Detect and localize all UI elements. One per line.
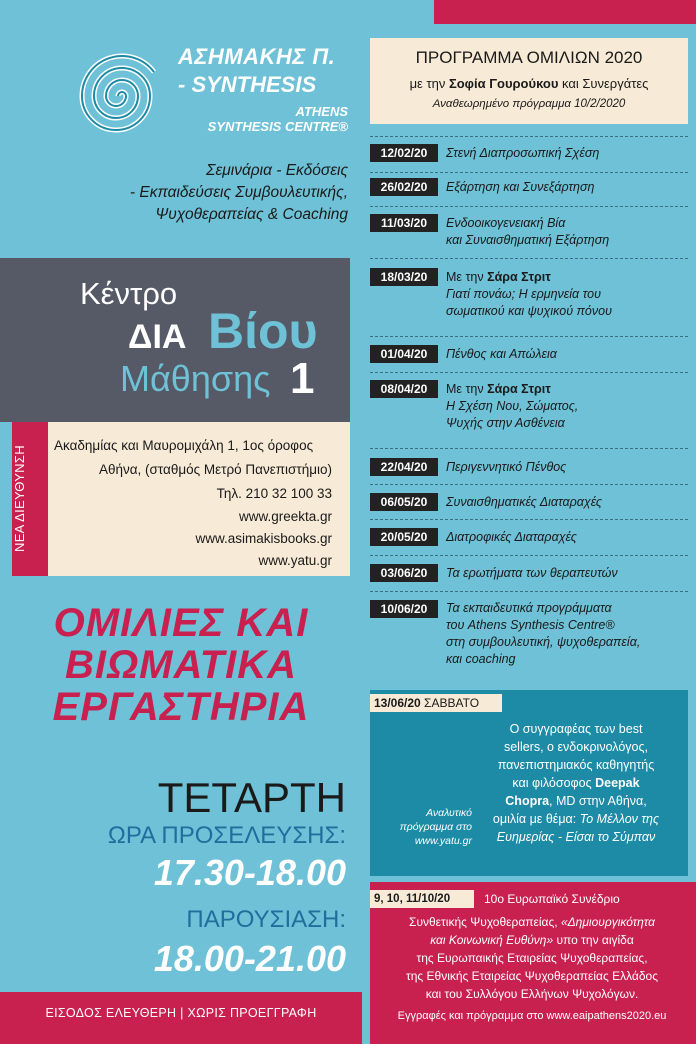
event-date: 22/04/20 (370, 458, 438, 476)
program-speaker: Σοφία Γουρούκου (448, 76, 559, 91)
event-title: Περιγεννητικό Πένθος (446, 460, 567, 474)
brand-name-line1: ΑΣΗΜΑΚΗΣ Π. (178, 44, 336, 69)
congress-line: της Εθνικής Εταιρείας Ψυχοθεραπείας Ελλάδος (405, 969, 658, 983)
arrival-label: ΩΡΑ ΠΡΟΣΕΛΕΥΣΗΣ: (107, 822, 346, 849)
event-title: Διατροφικές Διαταραχές (446, 530, 577, 544)
presentation-time: 18.00-21.00 (153, 938, 346, 979)
congress-title: 10ο Ευρωπαϊκό Συνέδριο (484, 892, 620, 906)
event-title: Εξάρτηση και Συνεξάρτηση (446, 180, 595, 194)
footer-text: ΕΙΣΟΔΟΣ ΕΛΕΥΘΕΡΗ | ΧΩΡΙΣ ΠΡΟΕΓΓΡΑΦΗ (45, 1006, 317, 1020)
kentro-line2a: ΔΙΑ (128, 318, 187, 356)
side-note-line: πρόγραμμα στο (399, 821, 472, 833)
day-label: ΤΕΤΑΡΤΗ (157, 774, 346, 821)
special-name-part2: Chopra (505, 794, 550, 808)
event-guest: Σάρα Στριτ (487, 382, 551, 396)
side-note-line: Αναλυτικό (426, 807, 472, 819)
brand-sub-line1: ATHENS (295, 104, 348, 119)
special-line: sellers, ο ενδοκρινολόγος, (503, 740, 649, 754)
event-title: Πένθος και Απώλεια (446, 347, 557, 361)
congress-line (374, 914, 690, 930)
special-name-part1: Deepak (595, 776, 640, 790)
special-date: 13/06/20 (374, 696, 421, 710)
event-line: Ενδοοικογενειακή Βία (446, 216, 566, 230)
divider (370, 336, 688, 337)
congress-line2b: «Δημιουργικότητα (560, 915, 655, 929)
event-date: 08/04/20 (370, 380, 438, 398)
program-revised: Αναθεωρημένο πρόγραμμα 10/2/2020 (432, 98, 626, 110)
special-line: Ο συγγραφέας των best (509, 722, 643, 736)
special-topic: Ευημερίας - Είσαι το Σύμπαν (496, 830, 656, 844)
event-date: 20/05/20 (370, 528, 438, 546)
website-link[interactable]: www.yatu.gr (258, 553, 332, 568)
event-date: 03/06/20 (370, 564, 438, 582)
kentro-line1: Κέντρο (80, 276, 178, 311)
top-accent-bar (434, 0, 696, 24)
event-line: στη συμβουλευτική, ψυχοθεραπεία, (446, 635, 641, 649)
event-date: 12/02/20 (370, 144, 438, 162)
special-event-text (474, 720, 678, 846)
divider (370, 136, 688, 137)
event-title (446, 381, 686, 432)
spiral-logo-icon (70, 44, 174, 144)
event-guest-line (446, 269, 686, 286)
program-with-suffix: και Συνεργάτες (558, 76, 649, 91)
address-phone: Τηλ. 210 32 100 33 (216, 486, 332, 501)
arrival-time: 17.30-18.00 (153, 852, 346, 893)
divider (370, 448, 688, 449)
congress-line2a: Συνθετικής Ψυχοθεραπείας, (409, 915, 561, 929)
headline-line: ΒΙΩΜΑΤΙΚΑ (64, 643, 298, 687)
congress-line: και του Συλλόγου Ελλήνων Ψυχολόγων. (425, 987, 639, 1001)
tagline-line: Ψυχοθεραπείας & Coaching (155, 206, 348, 223)
event-date: 26/02/20 (370, 178, 438, 196)
event-date: 01/04/20 (370, 345, 438, 363)
event-line: Η Σχέση Νου, Σώματος, (446, 399, 579, 413)
event-line: Ψυχής στην Ασθένεια (446, 416, 565, 430)
event-line: Γιατί πονάω; Η ερμηνεία του (446, 287, 601, 301)
divider (370, 172, 688, 173)
event-line: και coaching (446, 652, 516, 666)
tagline (40, 160, 348, 226)
event-date: 11/03/20 (370, 214, 438, 232)
event-guest: Σάρα Στριτ (487, 270, 551, 284)
event-prefix: Με την (446, 270, 488, 284)
congress-line: της Ευρωπαικής Εταιρείας Ψυχοθεραπείας, (416, 951, 648, 965)
event-date: 06/05/20 (370, 493, 438, 511)
divider (370, 372, 688, 373)
congress-line3b: υπο την αιγίδα (553, 933, 634, 947)
event-date: 10/06/20 (370, 600, 438, 618)
event-line: του Athens Synthesis Centre® (446, 618, 615, 632)
special-topic: Το Μέλλον της (579, 812, 660, 826)
presentation-label: ΠΑΡΟΥΣΙΑΣΗ: (186, 906, 346, 933)
brand-sub-line2: SYNTHESIS CENTRE® (207, 119, 348, 134)
headline-line: ΕΡΓΑΣΤΗΡΙΑ (52, 685, 310, 729)
event-prefix: Με την (446, 382, 488, 396)
headline (0, 602, 362, 728)
special-line: πανεπιστημιακός καθηγητής (497, 758, 655, 772)
divider (370, 519, 688, 520)
new-address-label: ΝΕΑ ΔΙΕΥΘΥΝΣΗ (12, 445, 27, 553)
divider (370, 484, 688, 485)
address-street: Ακαδημίας και Μαυρομιχάλη 1, 1ος όροφος (54, 438, 314, 453)
event-title: Συναισθηματικές Διαταραχές (446, 495, 602, 509)
special-day: ΣΑΒΒΑΤΟ (420, 696, 480, 710)
brand-name-line2: - SYNTHESIS (178, 72, 317, 97)
congress-registration[interactable]: Εγγραφές και πρόγραμμα στο www.eaipathens2020.eu (397, 1010, 667, 1022)
headline-line: ΟΜΙΛΙΕΣ ΚΑΙ (53, 601, 309, 645)
program-with-prefix: με την (409, 76, 449, 91)
divider (370, 591, 688, 592)
divider (370, 206, 688, 207)
congress-line (374, 932, 690, 948)
tagline-line: - Εκπαιδεύσεις Συμβουλευτικής, (129, 184, 348, 201)
special-topic-prefix: ομιλία με θέμα: (492, 812, 580, 826)
special-side-note (378, 806, 472, 848)
event-guest-line (446, 381, 686, 398)
event-line: και Συναισθηματική Εξάρτηση (446, 233, 610, 247)
event-title (446, 215, 686, 249)
special-line (474, 792, 678, 810)
kentro-line3a: Μάθησης (120, 358, 271, 399)
special-line (474, 774, 678, 792)
congress-line3a: και Κοινωνική Ευθύνη» (430, 933, 554, 947)
special-line-text: και φιλόσοφος (512, 776, 596, 790)
website-link[interactable]: www.asimakisbooks.gr (195, 531, 332, 546)
divider (370, 555, 688, 556)
program-subtitle (370, 76, 688, 91)
special-line (474, 810, 678, 828)
congress-date: 9, 10, 11/10/20 (370, 890, 474, 908)
event-title: Τα ερωτήματα των θεραπευτών (446, 566, 618, 580)
tagline-line: Σεμινάρια - Εκδόσεις (206, 162, 348, 179)
program-title: ΠΡΟΓΡΑΜΜΑ ΟΜΙΛΙΩΝ 2020 (415, 48, 643, 67)
event-date: 18/03/20 (370, 268, 438, 286)
special-after-name: , MD στην Αθήνα, (549, 794, 647, 808)
event-line: Τα εκπαιδευτικά προγράμματα (446, 601, 612, 615)
address-city: Αθήνα, (σταθμός Μετρό Πανεπιστήμιο) (98, 462, 332, 477)
website-link[interactable]: www.greekta.gr (238, 509, 332, 524)
event-title (446, 600, 686, 668)
brand-subtitle (200, 104, 348, 134)
divider (370, 258, 688, 259)
event-line: σωματικού και ψυχικού πόνου (446, 304, 612, 318)
event-title: Στενή Διαπροσωπική Σχέση (446, 146, 600, 160)
side-note-link[interactable]: www.yatu.gr (414, 835, 472, 847)
kentro-line2b: Βίου (208, 303, 318, 359)
event-title (446, 269, 686, 320)
kentro-line3b: 1 (290, 354, 315, 403)
special-line (474, 828, 678, 846)
special-event-date (370, 694, 502, 712)
